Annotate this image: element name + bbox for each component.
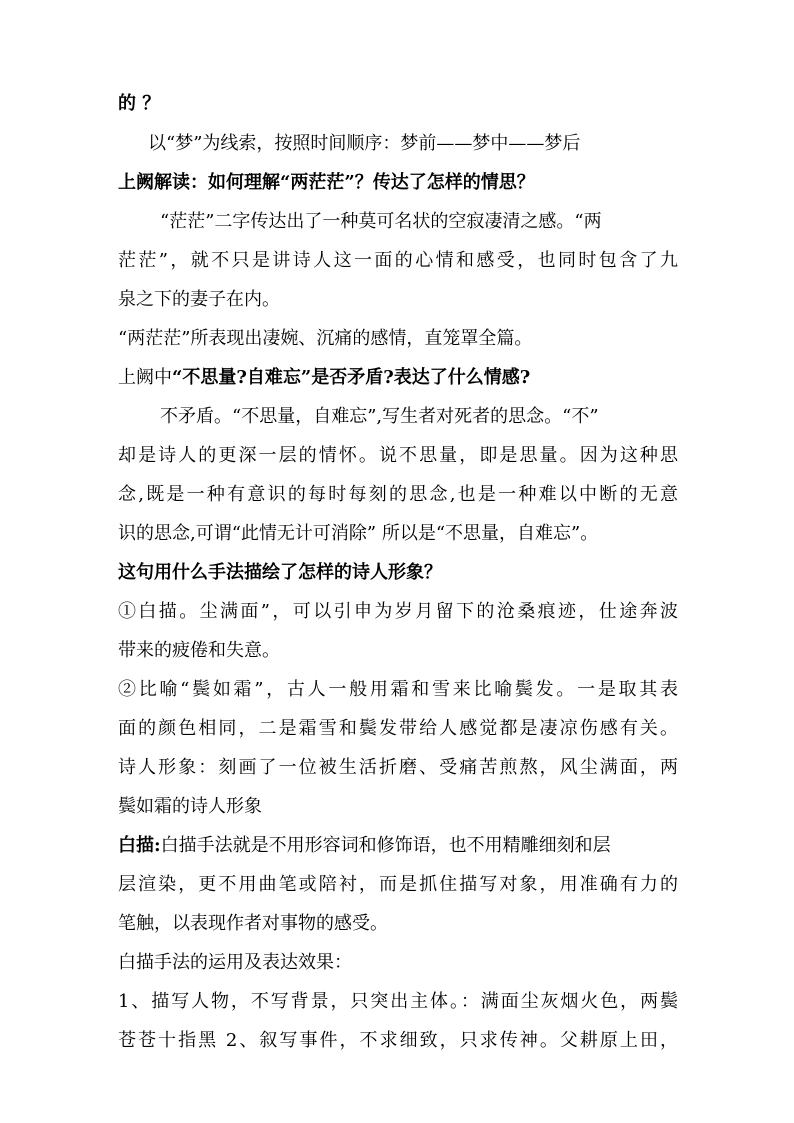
text-line-19 — [118, 795, 262, 819]
line-16-text: ②比喻“鬓如霜”，古人一般用霜和雪来比喻鬓发。一是取其表 — [118, 679, 678, 700]
question-heading-busiliang — [118, 366, 530, 390]
line-10-text: 却是诗人的更深一层的情怀。说不思量，即是思量。因为这种思 — [118, 445, 678, 466]
line-13-text: 这句用什么手法描绘了怎样的诗人形象？ — [118, 562, 442, 583]
line-12-text: 识的思念,可谓“此情无计可消除” 所以是“不思量，自难忘”。 — [118, 523, 599, 544]
text-line-7 — [118, 327, 532, 351]
line-11-text: 念,既是一种有意识的每时每刻的思念,也是一种难以中断的无意 — [118, 484, 678, 505]
line-17-text: 面的颜色相同，二是霜雪和鬓发带给人感觉都是凄凉伤感有关。 — [118, 718, 678, 739]
line-23-text: 白描手法的运用及表达效果： — [118, 952, 352, 973]
line-2-text: 以“梦”为线索，按照时间顺序：梦前——梦中——梦后 — [148, 133, 581, 154]
text-line-21 — [118, 873, 678, 897]
text-line-12 — [118, 522, 598, 546]
line-9-text: 不矛盾。“不思量，自难忘”,写生者对死者的思念。“不” — [160, 406, 599, 427]
line-7-text: “两茫茫”所表现出凄婉、沉痛的感情，直笼罩全篇。 — [118, 328, 533, 349]
section-heading-shangque — [118, 171, 535, 195]
line-22-text: 笔触，以表现作者对事物的感受。 — [118, 913, 388, 934]
text-line-10 — [118, 444, 678, 468]
text-line-9 — [160, 405, 599, 429]
line-20-text: 白描手法就是不用形容词和修饰语，也不用精雕细刻和层 — [160, 835, 611, 856]
line-15-text: 带来的疲倦和失意。 — [118, 640, 280, 661]
question-heading-shoufa — [118, 561, 442, 585]
text-line-17 — [118, 717, 678, 741]
line-21-text: 层渲染，更不用曲笔或陪衬，而是抓住描写对象，用准确有力的 — [118, 874, 678, 895]
line-8-prefix: 上阙中 — [118, 367, 172, 388]
line-4-text: “茫茫”二字传达出了一种莫可名状的空寂凄清之感。“两 — [160, 211, 602, 232]
text-line-18 — [118, 756, 678, 780]
line-6-text: 泉之下的妻子在内。 — [118, 289, 280, 310]
text-line-23 — [118, 951, 352, 975]
line-8-bold: “不思量?自难忘”是否矛盾?表达了什么情感? — [172, 367, 531, 388]
line-14-text: ①白描。尘满面”，可以引申为岁月留下的沧桑痕迹，仕途奔波 — [118, 601, 678, 622]
line-5-text: 茫茫”，就不只是讲诗人这一面的心情和感受，也同时包含了九 — [118, 250, 678, 271]
text-line-6 — [118, 288, 280, 312]
line-1-text: 的 ？ — [118, 93, 161, 114]
line-19-text: 鬓如霜的诗人形象 — [118, 796, 262, 817]
definition-baimiao — [118, 834, 611, 858]
line-18-text: 诗人形象：刻画了一位被生活折磨、受痛苦煎熬，风尘满面，两 — [118, 757, 678, 778]
text-line-25 — [118, 1029, 678, 1053]
line-24-text: 1、描写人物，不写背景，只突出主体。：满面尘灰烟火色，两鬓 — [118, 991, 678, 1012]
text-line-2 — [148, 132, 580, 156]
text-line-11 — [118, 483, 678, 507]
text-line-14 — [118, 600, 678, 624]
text-line-4 — [160, 210, 602, 234]
text-line-5 — [118, 249, 678, 273]
line-25-text: 苍苍十指黑 2、叙写事件，不求细致，只求传神。父耕原上田， — [118, 1030, 678, 1051]
text-line-1 — [118, 92, 160, 116]
line-3-text: 上阙解读：如何理解“两茫茫”？传达了怎样的情思？ — [118, 172, 535, 193]
text-line-16 — [118, 678, 678, 702]
text-line-24 — [118, 990, 678, 1014]
line-20-term: 白描: — [118, 835, 161, 856]
text-line-15 — [118, 639, 280, 663]
text-line-22 — [118, 912, 388, 936]
